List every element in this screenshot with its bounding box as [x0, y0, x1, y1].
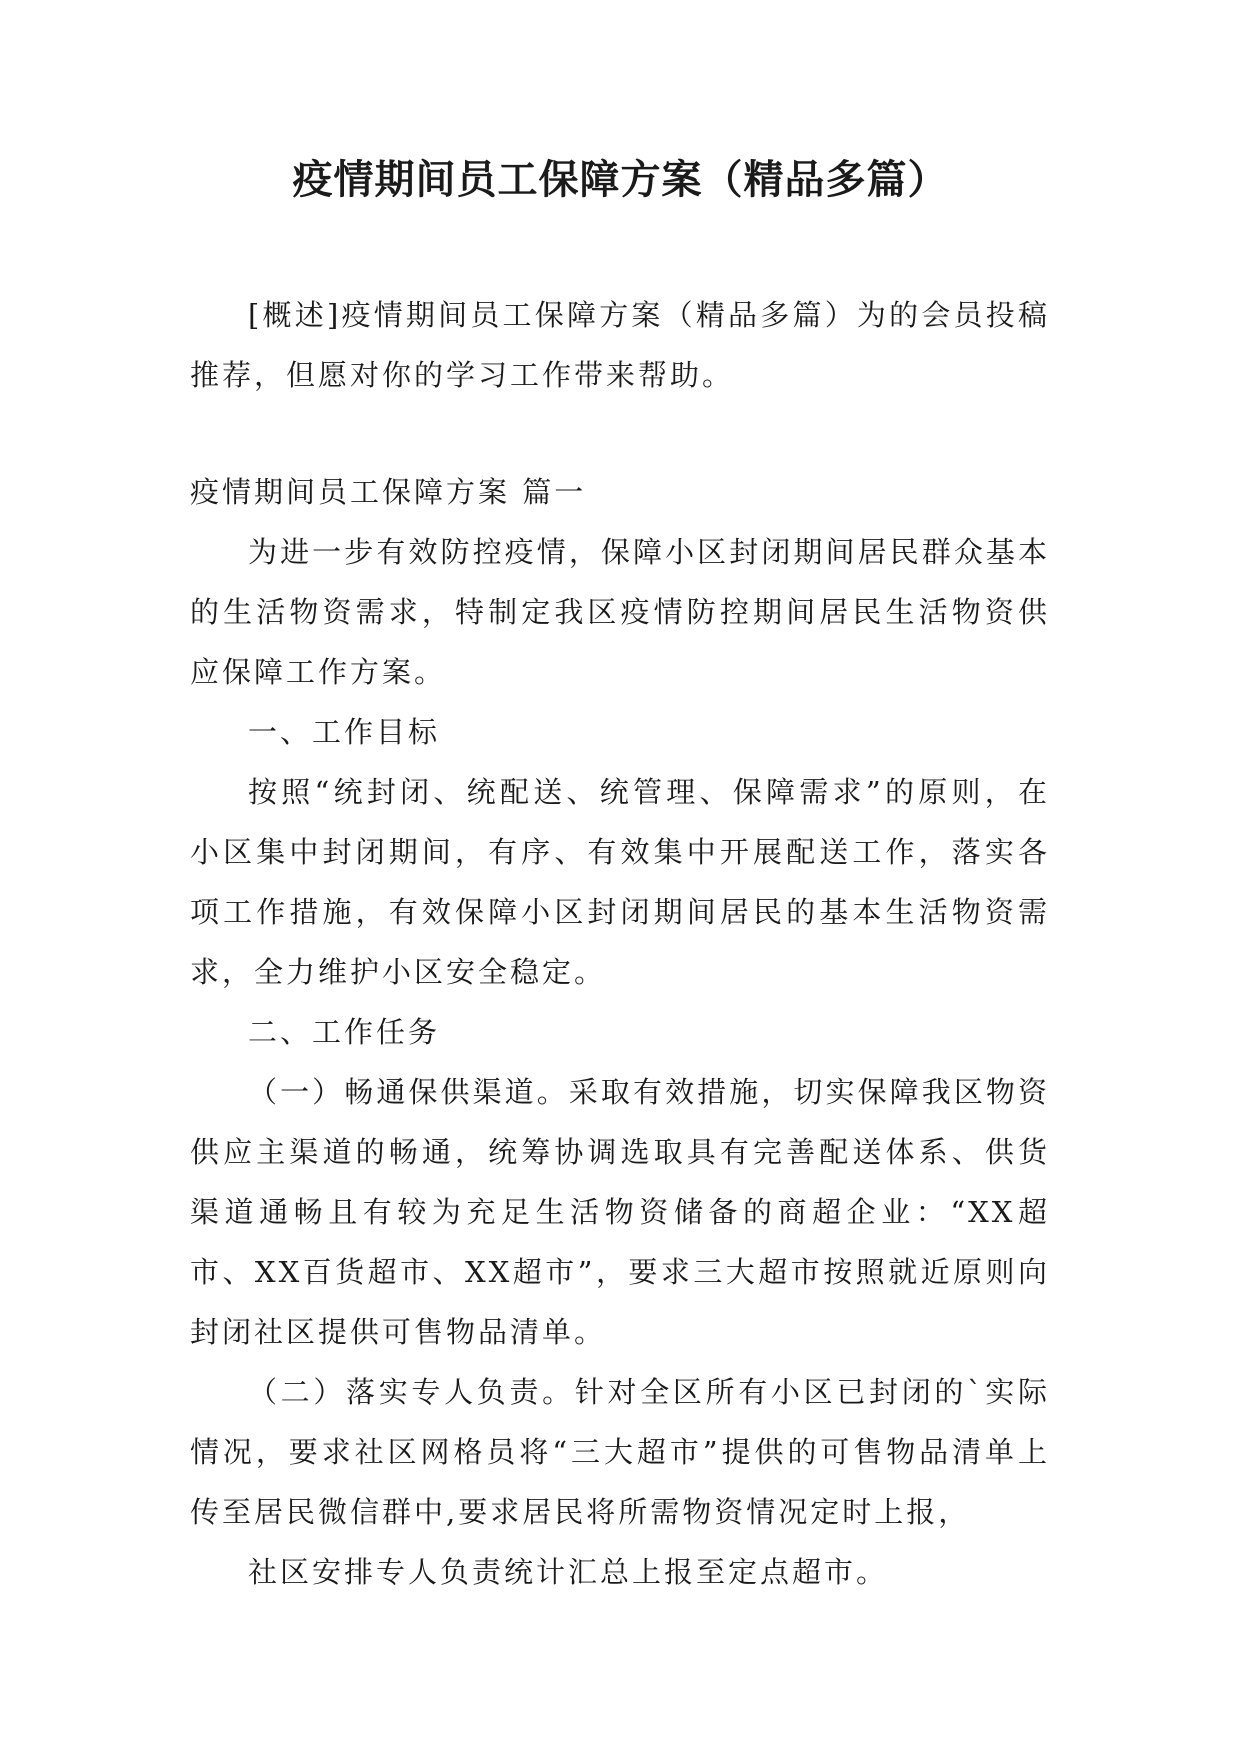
summary-block [190, 285, 1050, 405]
heading-work-tasks: 二、工作任务 [248, 1015, 441, 1049]
section-title: 疫情期间员工保障方案 篇一 [190, 475, 587, 509]
paragraph-intro: 为进一步有效防控疫情，保障小区封闭期间居民群众基本的生活物资需求，特制定我区疫情防控期间居民生活物资供应保障工作方案。 [190, 535, 1050, 689]
content-block [190, 462, 1050, 1602]
document-title: 疫情期间员工保障方案（精品多篇） [292, 157, 949, 203]
paragraph-work-goal: 按照“统封闭、统配送、统管理、保障需求”的原则，在小区集中封闭期间，有序、有效集中开展配送工作，落实各项工作措施，有效保障小区封闭期间居民的基本生活物资需求，全力维护小区安全稳定。 [190, 775, 1050, 989]
summary-paragraph: [概述]疫情期间员工保障方案（精品多篇）为的会员投稿推荐，但愿对你的学习工作带来帮助。 [190, 298, 1050, 392]
paragraph-task-two-continued: 社区安排专人负责统计汇总上报至定点超市。 [248, 1555, 889, 1589]
paragraph-task-two: （二）落实专人负责。针对全区所有小区已封闭的`实际情况，要求社区网格员将“三大超市”提供的可售物品清单上传至居民微信群中,要求居民将所需物资情况定时上报， [190, 1375, 1050, 1529]
paragraph-task-one: （一）畅通保供渠道。采取有效措施，切实保障我区物资供应主渠道的畅通，统筹协调选取具有完善配送体系、供货渠道通畅且有较为充足生活物资储备的商超企业：“XX超市、XX百货超市、XX超市”，要求三大超市按照就近原则向封闭社区提供可售物品清单。 [190, 1075, 1050, 1349]
heading-work-goal: 一、工作目标 [248, 715, 441, 749]
